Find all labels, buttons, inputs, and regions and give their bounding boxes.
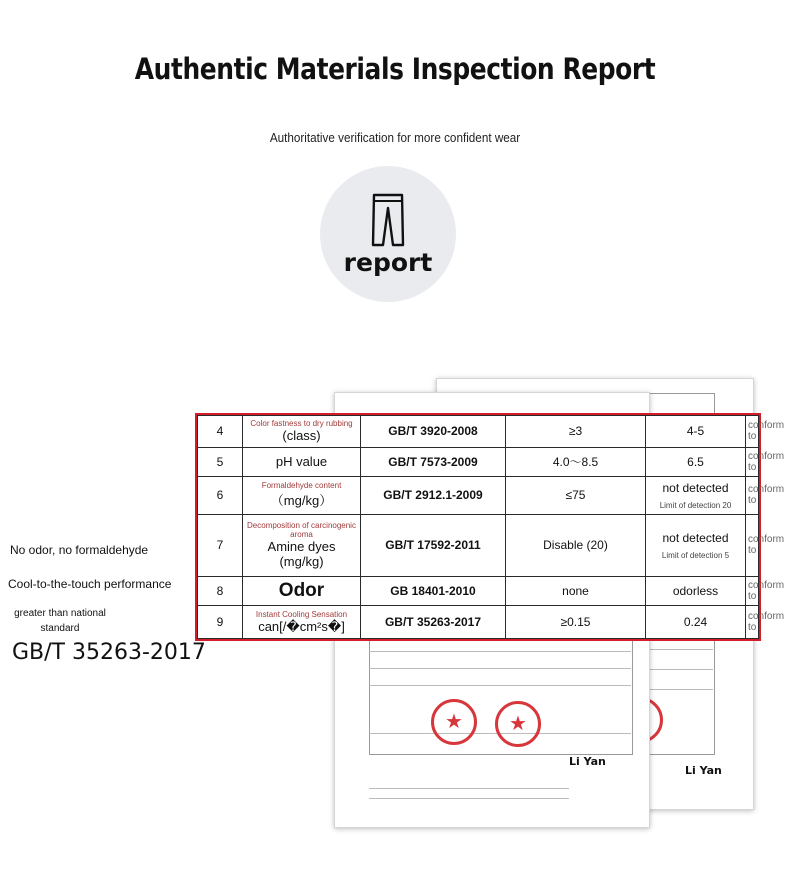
conclusion: conform to xyxy=(746,606,759,639)
row-number: 8 xyxy=(198,576,243,605)
note-greater: greater than national standard xyxy=(14,608,106,634)
result-value: not detected xyxy=(662,480,729,495)
table-row xyxy=(198,606,759,639)
result-value: not detected xyxy=(662,530,729,545)
test-item xyxy=(243,447,361,476)
standard-requirement: ≤75 xyxy=(506,476,646,514)
badge-label: report xyxy=(343,248,433,277)
signature: Li Yan xyxy=(685,764,722,777)
test-standard: GB/T 35263-2017 xyxy=(361,606,506,639)
test-standard: GB/T 7573-2009 xyxy=(361,447,506,476)
test-standard: GB/T 17592-2011 xyxy=(361,514,506,576)
standard-code: GB/T 35263-2017 xyxy=(12,640,206,665)
standard-requirement: 4.0～8.5 xyxy=(506,447,646,476)
conclusion: conform to xyxy=(746,576,759,605)
row-number: 9 xyxy=(198,606,243,639)
official-stamp xyxy=(495,701,541,747)
test-standard: GB 18401-2010 xyxy=(361,576,506,605)
conclusion: conform to xyxy=(746,476,759,514)
table-row xyxy=(198,514,759,576)
test-item-name: Color fastness to dry rubbing xyxy=(250,419,353,429)
page-subtitle: Authoritative verification for more confident wear xyxy=(269,130,521,145)
table-row xyxy=(198,576,759,605)
result-note: Limit of detection 20 xyxy=(659,500,732,510)
test-item-unit: Odor xyxy=(278,579,325,601)
conclusion: conform to xyxy=(746,514,759,576)
report-badge xyxy=(320,166,456,302)
result-value: 6.5 xyxy=(687,454,704,469)
result-value: 0.24 xyxy=(683,615,708,630)
test-item-unit: can[/�cm²s�] xyxy=(258,618,345,634)
row-number: 7 xyxy=(198,514,243,576)
note-cool: Cool-to-the-touch performance xyxy=(8,577,172,591)
table-row xyxy=(198,416,759,448)
row-number: 4 xyxy=(198,416,243,448)
test-result xyxy=(646,606,746,639)
standard-requirement: ≥0.15 xyxy=(506,606,646,639)
test-item xyxy=(243,606,361,639)
test-result xyxy=(646,514,746,576)
row-number: 5 xyxy=(198,447,243,476)
test-item-unit: (class) xyxy=(282,428,321,444)
inspection-results-table xyxy=(195,413,785,641)
test-item xyxy=(243,514,361,576)
test-item xyxy=(243,416,361,448)
result-value: odorless xyxy=(672,583,719,598)
result-note: Limit of detection 5 xyxy=(661,550,730,560)
test-item xyxy=(243,476,361,514)
standard-requirement: Disable (20) xyxy=(506,514,646,576)
table-row xyxy=(198,476,759,514)
test-result xyxy=(646,416,746,448)
test-item-unit: pH value xyxy=(275,454,328,470)
official-stamp xyxy=(431,699,477,745)
standard-requirement: ≥3 xyxy=(506,416,646,448)
table-row xyxy=(198,447,759,476)
test-item-unit: （mg/kg） xyxy=(270,493,333,509)
signature: Li Yan xyxy=(569,755,606,768)
test-standard: GB/T 3920-2008 xyxy=(361,416,506,448)
test-result xyxy=(646,476,746,514)
trousers-icon xyxy=(370,192,406,248)
standard-requirement: none xyxy=(506,576,646,605)
test-item-unit: Amine dyes (mg/kg) xyxy=(267,539,336,570)
conclusion: conform to xyxy=(746,416,759,448)
test-item-name: Formaldehyde content xyxy=(261,481,342,491)
row-number: 6 xyxy=(198,476,243,514)
result-value: 4-5 xyxy=(686,424,705,439)
test-result xyxy=(646,447,746,476)
test-result xyxy=(646,576,746,605)
conclusion: conform to xyxy=(746,447,759,476)
page-title: Authentic Materials Inspection Report xyxy=(134,52,656,86)
test-item-name: Instant Cooling Sensation xyxy=(255,609,348,619)
test-standard: GB/T 2912.1-2009 xyxy=(361,476,506,514)
test-item xyxy=(243,576,361,605)
note-no-odor: No odor, no formaldehyde xyxy=(10,543,149,557)
test-item-name: Decomposition of carcinogenic aroma xyxy=(247,521,356,540)
